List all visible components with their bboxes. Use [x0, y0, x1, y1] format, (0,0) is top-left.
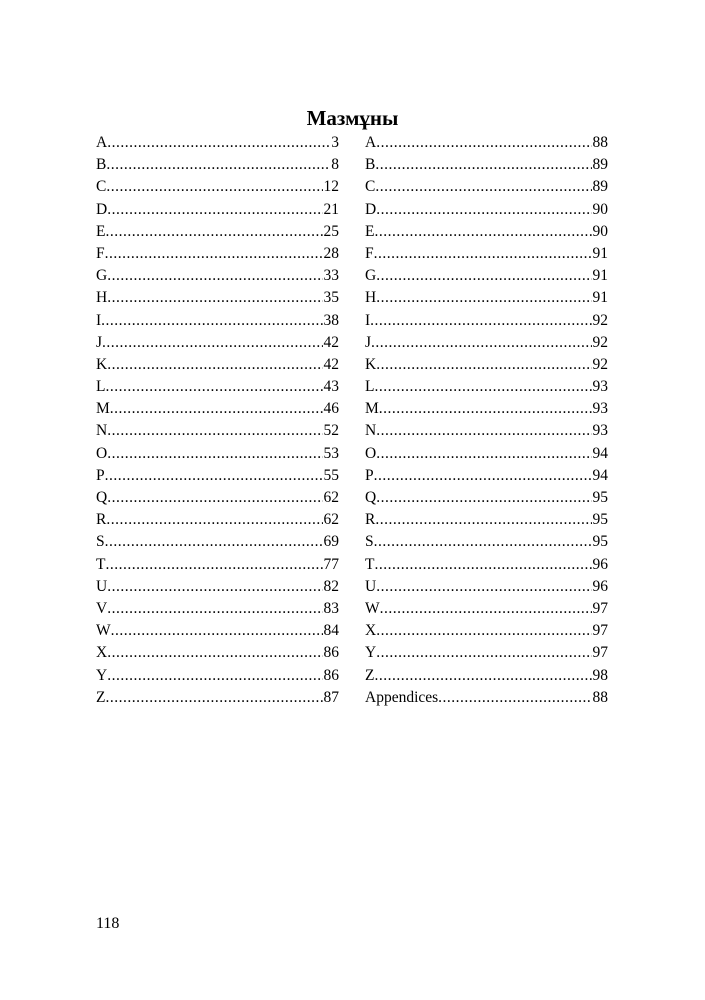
toc-dot-leader	[438, 687, 591, 709]
toc-entry-label: I	[365, 311, 371, 329]
toc-dot-leader	[105, 376, 322, 398]
toc-entry-page: 98	[592, 666, 608, 684]
toc-entry-left	[96, 398, 339, 420]
toc-entry-page: 52	[323, 422, 339, 440]
toc-entry-left	[96, 620, 339, 642]
toc-entry-left	[96, 287, 339, 309]
toc-entry-page: 94	[592, 466, 608, 484]
toc-entry-right	[365, 176, 608, 198]
toc-dot-leader	[107, 443, 322, 465]
toc-dot-leader	[376, 576, 591, 598]
toc-entry-right	[365, 243, 608, 265]
toc-entry-label: A	[96, 134, 108, 151]
toc-dot-leader	[374, 554, 591, 576]
toc-dot-leader	[376, 620, 591, 642]
toc-dot-leader	[374, 465, 592, 487]
toc-entry-page: 97	[592, 644, 608, 662]
toc-dot-leader	[107, 287, 322, 309]
toc-entry-label: P	[365, 466, 374, 484]
toc-entry-label: Appendices	[365, 688, 439, 706]
toc-entry-label: S	[96, 533, 105, 551]
toc-dot-leader	[107, 199, 322, 221]
toc-entry-label: O	[96, 444, 108, 462]
toc-entry-label: M	[365, 400, 379, 418]
toc-dot-leader	[107, 598, 322, 620]
toc-dot-leader	[374, 376, 591, 398]
toc-entry-label: H	[96, 289, 108, 307]
toc-entry-page: 92	[592, 311, 608, 329]
toc-dot-leader	[105, 687, 322, 709]
toc-dot-leader	[374, 243, 592, 265]
toc-dot-leader	[107, 642, 322, 664]
toc-dot-leader	[107, 132, 330, 154]
toc-entry-page: 62	[323, 489, 339, 506]
toc-dot-leader	[379, 398, 592, 420]
toc-entry-page: 91	[592, 244, 608, 262]
toc-entry-page: 77	[323, 555, 339, 573]
toc-entry-right	[365, 354, 608, 376]
toc-entry-left	[96, 132, 339, 154]
toc-entry-right	[365, 154, 608, 176]
toc-entry-left	[96, 310, 339, 332]
toc-entry-left	[96, 443, 339, 465]
toc-dot-leader	[374, 221, 591, 243]
toc-entry-page: 90	[592, 200, 608, 218]
toc-entry-left	[96, 509, 339, 531]
toc-entry-label: L	[96, 378, 106, 396]
toc-entry-left	[96, 598, 339, 620]
toc-entry-page: 38	[323, 311, 339, 329]
toc-entry-label: J	[365, 333, 372, 351]
toc-dot-leader	[376, 354, 591, 376]
toc-dot-leader	[105, 465, 323, 487]
toc-dot-leader	[376, 132, 591, 154]
toc-entry-label: Z	[365, 666, 375, 684]
toc-dot-leader	[101, 310, 322, 332]
toc-entry-right	[365, 221, 608, 243]
toc-dot-leader	[107, 665, 322, 687]
toc-entry-page: 92	[592, 355, 608, 373]
toc-entry-page: 46	[323, 400, 339, 418]
toc-entry-page: 12	[323, 178, 339, 196]
toc-entry-label: N	[365, 422, 377, 440]
toc-entry-label: U	[96, 577, 108, 595]
toc-entry-right	[365, 576, 608, 598]
toc-entry-page: 93	[592, 422, 608, 440]
toc-entry-label: T	[365, 555, 375, 573]
toc-entry-right	[365, 642, 608, 664]
toc-entry-label: J	[96, 333, 103, 351]
toc-entry-right	[365, 398, 608, 420]
toc-entry-label: G	[96, 267, 108, 285]
toc-dot-leader	[374, 531, 592, 553]
toc-entry-left	[96, 199, 339, 221]
toc-entry-right	[365, 598, 608, 620]
toc-entry-label: U	[365, 577, 377, 595]
toc-entry-label: N	[96, 422, 108, 440]
toc-entry-label: Y	[96, 666, 108, 684]
toc-entry-right	[365, 665, 608, 687]
toc-entry-label: K	[365, 355, 377, 373]
toc-entry-right	[365, 287, 608, 309]
toc-entry-page: 89	[592, 178, 608, 196]
toc-entry-page: 83	[323, 599, 339, 617]
toc-entry-right	[365, 443, 608, 465]
toc-entry-right	[365, 265, 608, 287]
toc-entry-left	[96, 265, 339, 287]
toc-entry-page: 94	[592, 444, 608, 462]
toc-entry-page: 8	[331, 156, 339, 174]
toc-entry-page: 93	[592, 400, 608, 418]
toc-entry-right	[365, 531, 608, 553]
toc-entry-label: D	[96, 200, 108, 218]
toc-entry-page: 88	[592, 688, 608, 706]
toc-entry-page: 33	[323, 267, 339, 285]
toc-entry-page: 87	[323, 688, 339, 706]
toc-entry-label: V	[96, 599, 108, 617]
toc-entry-label: R	[365, 511, 376, 529]
toc-entry-label: R	[96, 511, 107, 529]
toc-dot-leader	[105, 531, 323, 553]
toc-entry-label: Q	[365, 489, 377, 506]
page-title: Мазмұны	[306, 106, 399, 131]
toc-entry-page: 42	[323, 355, 339, 373]
toc-entry-label: W	[365, 599, 380, 617]
toc-entry-page: 95	[592, 489, 608, 506]
toc-dot-leader	[374, 665, 591, 687]
toc-entry-left	[96, 354, 339, 376]
toc-dot-leader	[107, 354, 322, 376]
toc-entry-label: A	[365, 134, 377, 151]
toc-entry-label: X	[96, 644, 108, 662]
toc-dot-leader	[375, 509, 591, 531]
toc-entry-left	[96, 554, 339, 576]
toc-entry-left	[96, 465, 339, 487]
toc-entry-right	[365, 487, 608, 509]
toc-entry-label: X	[365, 622, 377, 640]
toc-entry-right	[365, 509, 608, 531]
toc-entry-label: K	[96, 355, 108, 373]
toc-dot-leader	[102, 332, 322, 354]
toc-dot-leader	[375, 176, 591, 198]
toc-dot-leader	[376, 487, 591, 509]
toc-entry-right	[365, 310, 608, 332]
toc-entry-right	[365, 332, 608, 354]
toc-entry-left	[96, 487, 339, 509]
toc-entry-page: 35	[323, 289, 339, 307]
toc-entry-page: 3	[331, 134, 339, 151]
toc-entry-page: 86	[323, 644, 339, 662]
toc-dot-leader	[376, 265, 591, 287]
toc-entry-page: 84	[323, 622, 339, 640]
toc-entry-label: Z	[96, 688, 106, 706]
toc-entry-left	[96, 531, 339, 553]
toc-dot-leader	[376, 443, 591, 465]
toc-entry-left	[96, 576, 339, 598]
toc-entry-left	[96, 665, 339, 687]
toc-entry-label: I	[96, 311, 102, 329]
toc-entry-left	[96, 642, 339, 664]
toc-entry-page: 42	[323, 333, 339, 351]
toc-entry-page: 25	[323, 222, 339, 240]
toc-entry-page: 62	[323, 511, 339, 529]
toc-entry-left	[96, 176, 339, 198]
toc-entry-page: 96	[592, 555, 608, 573]
toc-entry-label: F	[365, 244, 374, 262]
toc-dot-leader	[376, 642, 591, 664]
toc-entry-page: 55	[323, 466, 339, 484]
toc-entry-page: 88	[592, 134, 608, 151]
toc-entry-left	[96, 221, 339, 243]
toc-dot-leader	[106, 176, 322, 198]
toc-entry-page: 97	[592, 599, 608, 617]
toc-entry-label: L	[365, 378, 375, 396]
toc-entry-label: D	[365, 200, 377, 218]
toc-dot-leader	[105, 221, 322, 243]
toc-dot-leader	[106, 154, 330, 176]
toc-entry-right	[365, 554, 608, 576]
toc-entry-label: Q	[96, 489, 108, 506]
toc-entry-page: 91	[592, 289, 608, 307]
toc-entry-page: 96	[592, 577, 608, 595]
toc-entry-left	[96, 243, 339, 265]
toc-entry-left	[96, 332, 339, 354]
toc-entry-page: 95	[592, 533, 608, 551]
toc-entry-label: F	[96, 244, 105, 262]
toc-entry-label: C	[365, 178, 376, 196]
toc-entry-label: P	[96, 466, 105, 484]
toc-entry-page: 53	[323, 444, 339, 462]
toc-entry-page: 91	[592, 267, 608, 285]
toc-dot-leader	[380, 598, 592, 620]
toc-entry-label: T	[96, 555, 106, 573]
toc-entry-page: 28	[323, 244, 339, 262]
toc-column-left	[96, 132, 339, 709]
toc-dot-leader	[107, 576, 322, 598]
toc-dot-leader	[110, 398, 323, 420]
toc-entry-label: Y	[365, 644, 377, 662]
toc-dot-leader	[376, 199, 591, 221]
toc-entry-page: 86	[323, 666, 339, 684]
toc-entry-label: W	[96, 622, 111, 640]
toc-entry-left	[96, 376, 339, 398]
toc-entry-label: G	[365, 267, 377, 285]
toc-entry-right	[365, 465, 608, 487]
toc-entry-page: 82	[323, 577, 339, 595]
toc-entry-page: 93	[592, 378, 608, 396]
toc-entry-page: 43	[323, 378, 339, 396]
toc-dot-leader	[376, 420, 591, 442]
toc-entry-label: E	[365, 222, 375, 240]
toc-entry-label: S	[365, 533, 374, 551]
toc-entry-right	[365, 687, 608, 709]
toc-entry-label: M	[96, 400, 110, 418]
toc-dot-leader	[105, 243, 323, 265]
toc-entry-left	[96, 420, 339, 442]
toc-entry-label: E	[96, 222, 106, 240]
toc-entry-left	[96, 687, 339, 709]
toc-column-right	[365, 132, 608, 709]
toc-entry-label: C	[96, 178, 107, 196]
toc-entry-page: 92	[592, 333, 608, 351]
toc-dot-leader	[107, 265, 322, 287]
toc-entry-right	[365, 420, 608, 442]
toc-dot-leader	[107, 487, 322, 509]
toc-dot-leader	[105, 554, 322, 576]
toc-entry-right	[365, 132, 608, 154]
toc-entry-right	[365, 620, 608, 642]
toc-entry-right	[365, 376, 608, 398]
toc-dot-leader	[370, 310, 591, 332]
toc-entry-label: H	[365, 289, 377, 307]
toc-entry-page: 90	[592, 222, 608, 240]
toc-entry-page: 21	[323, 200, 339, 218]
toc-entry-label: B	[96, 156, 107, 174]
toc-entry-left	[96, 154, 339, 176]
toc-dot-leader	[106, 509, 322, 531]
toc-dot-leader	[371, 332, 591, 354]
toc-entry-label: O	[365, 444, 377, 462]
toc-entry-label: B	[365, 156, 376, 174]
toc-entry-page: 89	[592, 156, 608, 174]
page-number: 118	[96, 915, 120, 932]
toc-entry-page: 95	[592, 511, 608, 529]
toc-dot-leader	[111, 620, 323, 642]
toc-dot-leader	[375, 154, 591, 176]
toc-dot-leader	[376, 287, 591, 309]
toc-entry-right	[365, 199, 608, 221]
toc-entry-page: 97	[592, 622, 608, 640]
toc-dot-leader	[107, 420, 322, 442]
toc-entry-page: 69	[323, 533, 339, 551]
